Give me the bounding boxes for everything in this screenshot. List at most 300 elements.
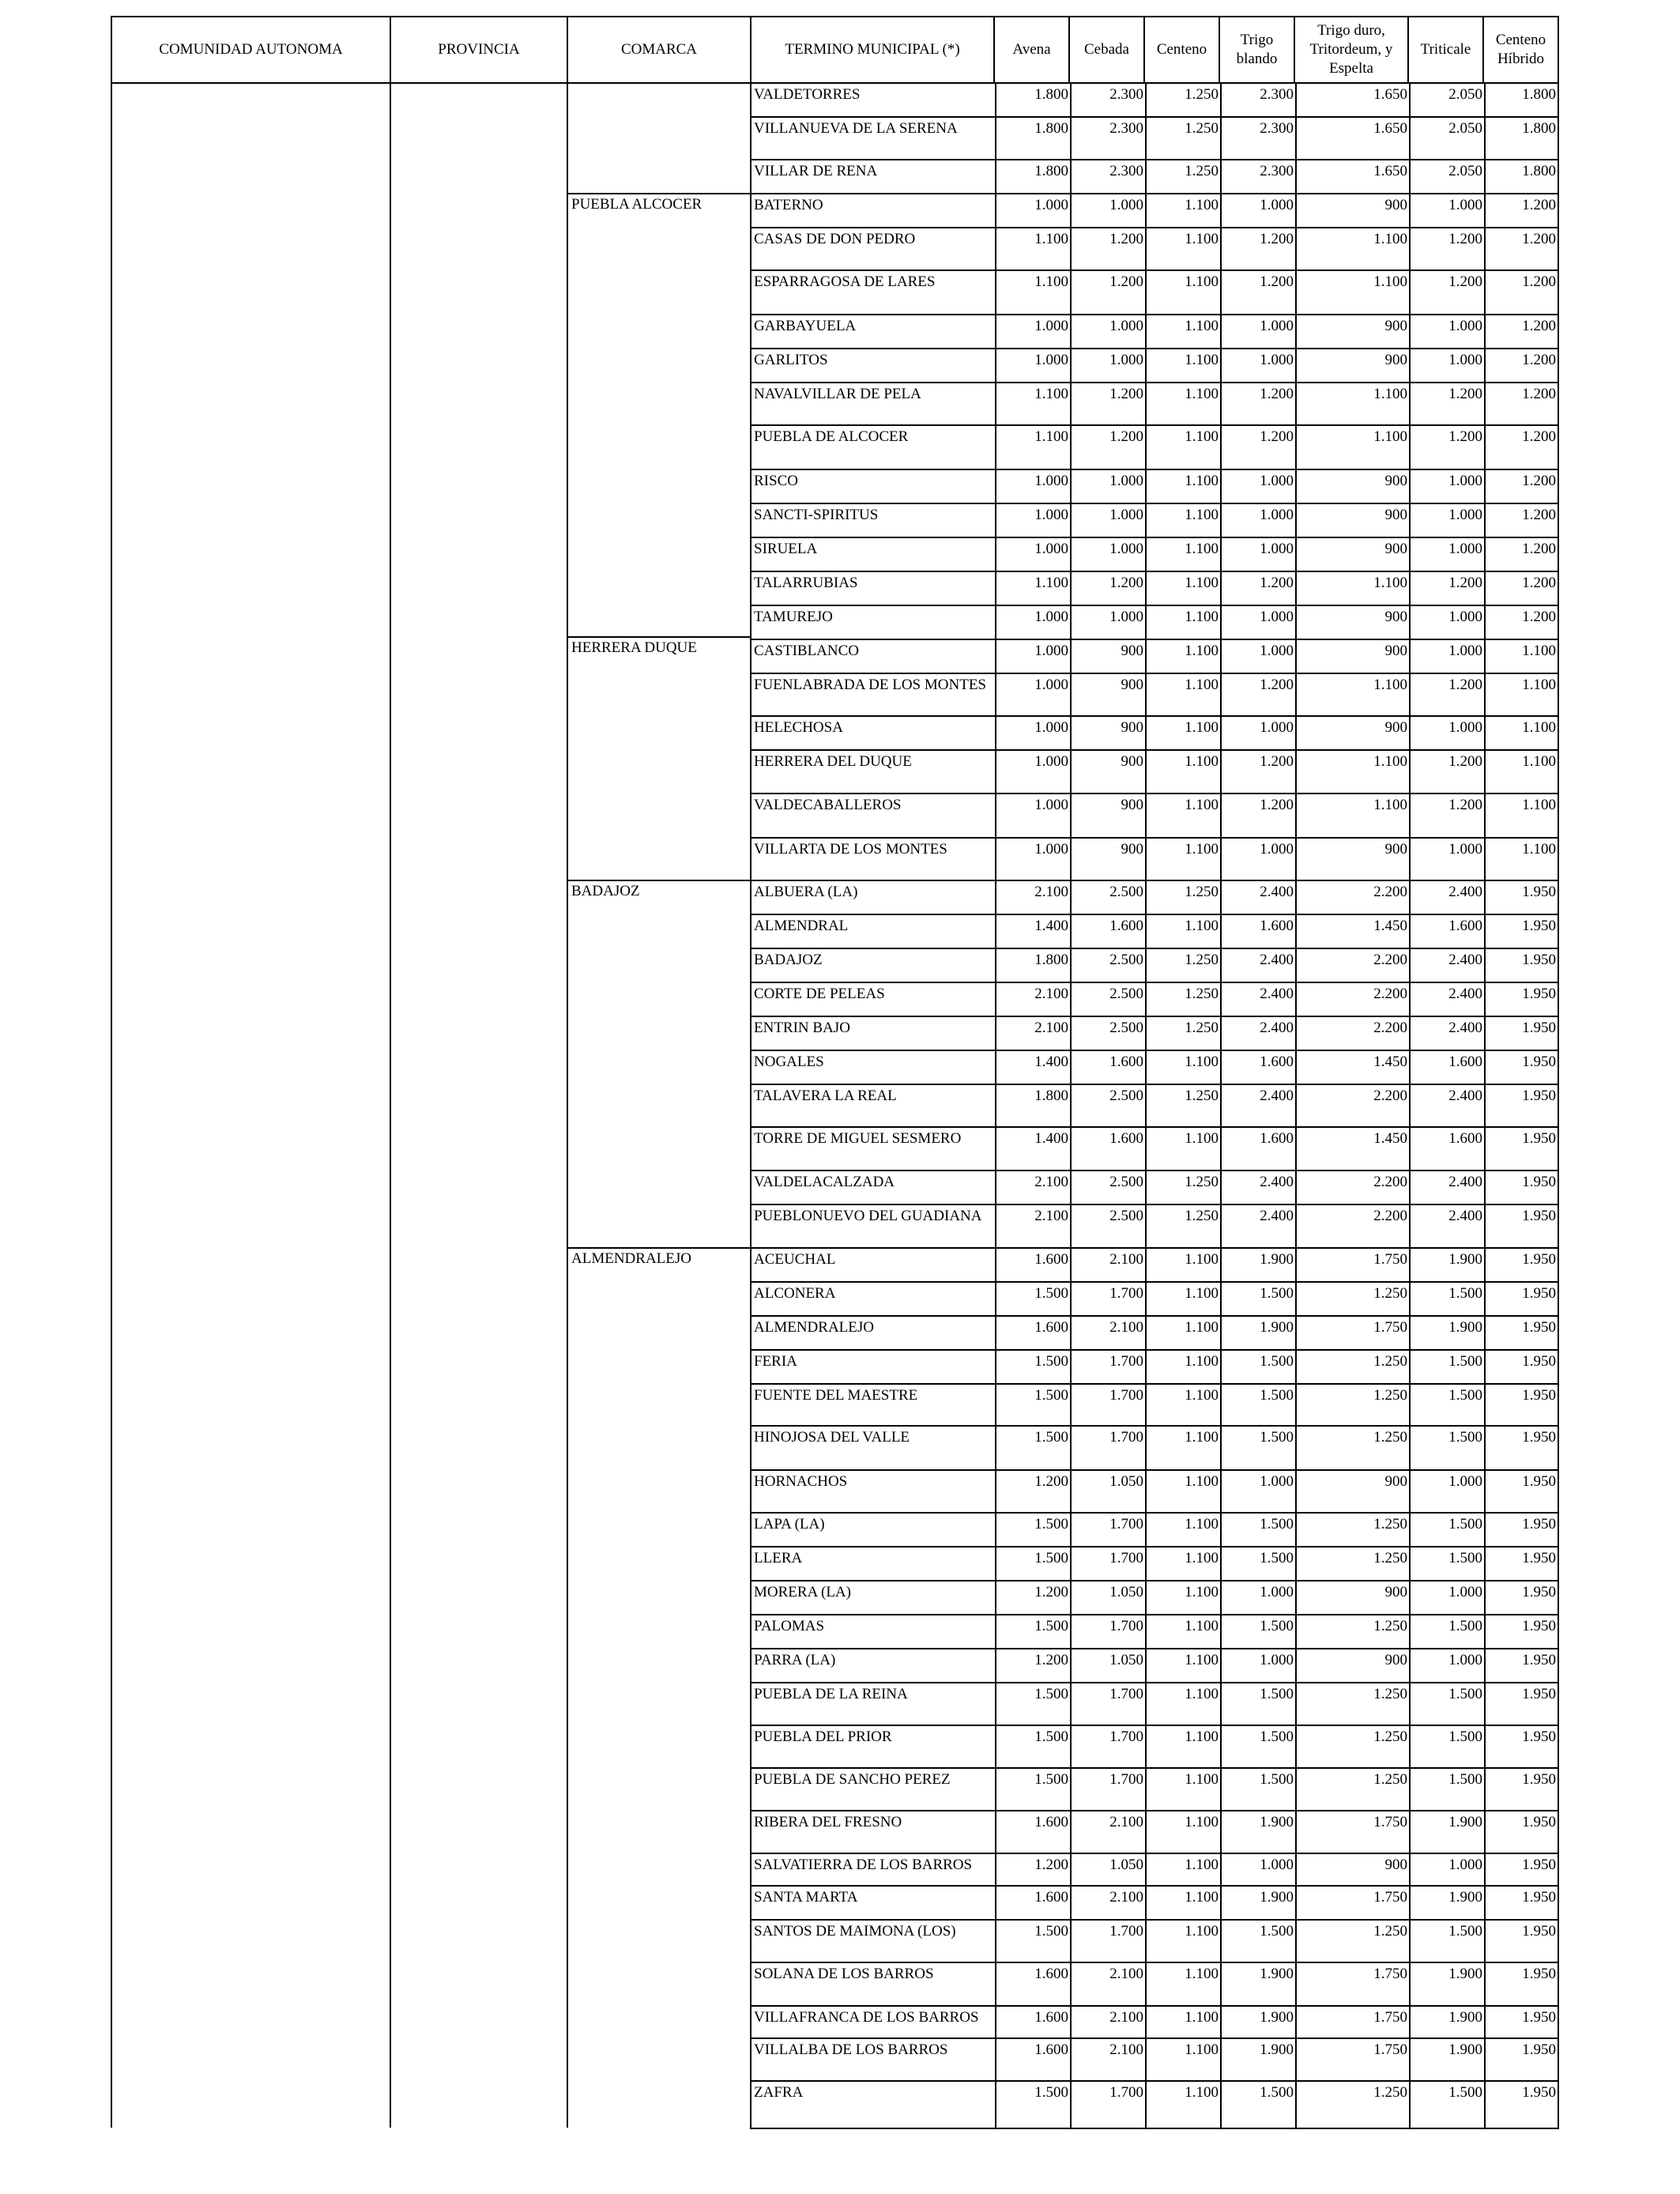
header-comarca [567,16,751,84]
column-separator [1295,837,1297,881]
value-trigo-blando: 1.000 [1260,1584,1294,1600]
value-centeno: 1.100 [1185,386,1219,402]
table-row [750,948,1559,983]
value-centeno-hibrido: 1.950 [1522,1020,1556,1036]
header-cebada [1068,16,1145,84]
value-trigo-blando: 2.400 [1260,1088,1294,1104]
column-separator [1295,1247,1297,1283]
municipality-name: GARBAYUELA [754,318,857,334]
column-separator [1484,159,1486,194]
value-cebada: 1.700 [1109,1923,1143,1940]
value-centeno: 1.100 [1185,677,1219,693]
value-avena: 1.600 [1034,1889,1068,1906]
table-row [750,571,1559,606]
column-separator [1145,503,1147,538]
column-separator [1409,715,1411,751]
column-separator [1070,1767,1072,1811]
column-separator [995,1126,996,1171]
value-centeno-hibrido: 1.950 [1522,1923,1556,1940]
column-separator [1220,2038,1222,2082]
value-triticale: 1.000 [1448,719,1482,736]
column-separator [1484,1682,1486,1726]
column-separator [1295,537,1297,572]
column-separator [1145,2038,1147,2082]
table-row [750,880,1559,915]
value-cebada: 900 [1121,719,1143,736]
value-cebada: 1.050 [1109,1857,1143,1873]
column-separator [1484,1050,1486,1085]
table-row [750,2038,1559,2082]
value-trigo-duro: 1.100 [1373,231,1407,247]
column-separator [1070,1853,1072,1887]
column-separator [1070,1349,1072,1385]
value-avena: 1.100 [1034,273,1068,290]
comarca-separator [567,880,751,881]
value-centeno: 1.100 [1185,197,1219,213]
header-centeno [1143,16,1220,84]
column-separator [1145,1050,1147,1085]
value-cebada: 1.050 [1109,1584,1143,1600]
column-separator [1295,793,1297,839]
column-separator [1484,1170,1486,1205]
value-trigo-duro: 1.250 [1373,1429,1407,1446]
value-triticale: 1.500 [1448,1353,1482,1370]
column-separator [1220,503,1222,538]
column-separator [1409,1580,1411,1615]
value-trigo-duro: 2.200 [1373,1208,1407,1224]
table-row [750,159,1559,194]
comarca-label-almendralejo: ALMENDRALEJO [571,1250,691,1267]
value-cebada: 1.700 [1109,1686,1143,1702]
column-separator [995,1016,996,1051]
value-centeno: 1.100 [1185,541,1219,557]
value-trigo-duro: 1.250 [1373,1285,1407,1302]
column-separator [1484,382,1486,426]
value-trigo-duro: 1.100 [1373,428,1407,445]
value-triticale: 1.000 [1448,507,1482,523]
column-separator [1295,1648,1297,1683]
value-avena: 1.800 [1034,163,1068,179]
column-separator [1484,1546,1486,1581]
column-separator [1484,1810,1486,1854]
column-separator [995,1050,996,1085]
value-trigo-duro: 900 [1384,719,1407,736]
column-separator [1484,1767,1486,1811]
column-separator [1409,348,1411,383]
value-trigo-blando: 1.600 [1260,1054,1294,1070]
municipality-name: SALVATIERRA DE LOS BARROS [754,1857,973,1873]
value-avena: 1.500 [1034,1923,1068,1940]
municipality-name: FUENTE DEL MAESTRE [754,1387,918,1404]
column-separator [1070,1962,1072,2007]
column-separator [1295,1383,1297,1427]
column-separator [995,1648,996,1683]
value-trigo-duro: 900 [1384,352,1407,368]
column-separator [1145,1885,1147,1921]
column-separator [1220,1885,1222,1921]
column-separator [1409,382,1411,426]
column-separator [1295,1469,1297,1514]
value-centeno: 1.100 [1185,428,1219,445]
column-separator [1220,1315,1222,1351]
column-separator [1409,1247,1411,1283]
value-triticale: 1.000 [1448,473,1482,489]
value-trigo-duro: 900 [1384,841,1407,858]
column-separator [995,605,996,640]
municipality-name: VALDETORRES [754,86,861,103]
column-separator [995,193,996,228]
table-row [750,227,1559,271]
value-triticale: 1.200 [1448,273,1482,290]
column-separator [995,1682,996,1726]
value-centeno-hibrido: 1.100 [1522,677,1556,693]
value-avena: 1.100 [1034,428,1068,445]
column-separator [995,1962,996,2007]
column-separator [995,1170,996,1205]
value-trigo-blando: 2.400 [1260,1174,1294,1190]
column-separator [1145,1170,1147,1205]
value-trigo-duro: 1.750 [1373,2041,1407,2058]
municipality-name: SOLANA DE LOS BARROS [754,1966,934,1982]
value-centeno-hibrido: 1.950 [1522,1857,1556,1873]
value-cebada: 2.100 [1109,2041,1143,2058]
column-separator [1070,673,1072,717]
column-separator [1070,503,1072,538]
value-trigo-blando: 1.000 [1260,841,1294,858]
column-separator [1484,948,1486,983]
value-centeno-hibrido: 1.950 [1522,884,1556,900]
value-centeno-hibrido: 1.950 [1522,1285,1556,1302]
value-trigo-blando: 1.900 [1260,2009,1294,2026]
column-separator [1409,2005,1411,2039]
column-separator [1145,1315,1147,1351]
value-avena: 2.100 [1034,1020,1068,1036]
column-separator [1145,1204,1147,1249]
value-avena: 1.100 [1034,386,1068,402]
header-triticale [1407,16,1484,84]
value-centeno: 1.100 [1185,1584,1219,1600]
value-trigo-duro: 2.200 [1373,952,1407,968]
value-trigo-blando: 2.300 [1260,86,1294,103]
column-separator [1145,982,1147,1017]
column-separator [995,382,996,426]
table-row [750,1962,1559,2007]
column-separator [1070,1050,1072,1085]
value-centeno: 1.100 [1185,1353,1219,1370]
value-trigo-duro: 900 [1384,1473,1407,1490]
column-separator [1295,948,1297,983]
column-separator [1484,837,1486,881]
value-centeno-hibrido: 1.950 [1522,2009,1556,2026]
municipality-name: PUEBLA DE ALCOCER [754,428,909,445]
value-triticale: 1.200 [1448,575,1482,591]
value-trigo-blando: 1.500 [1260,1353,1294,1370]
column-separator [1484,503,1486,538]
column-separator [1409,1614,1411,1649]
municipality-name: VILLAFRANCA DE LOS BARROS [754,2009,979,2026]
value-triticale: 1.200 [1448,428,1482,445]
value-trigo-blando: 1.200 [1260,428,1294,445]
value-trigo-duro: 1.250 [1373,1550,1407,1566]
value-trigo-blando: 1.500 [1260,1728,1294,1745]
value-trigo-duro: 1.250 [1373,1771,1407,1788]
value-avena: 1.800 [1034,86,1068,103]
value-trigo-blando: 2.300 [1260,120,1294,137]
value-centeno: 1.100 [1185,1319,1219,1336]
column-separator [1070,1682,1072,1726]
value-centeno-hibrido: 1.200 [1522,352,1556,368]
column-separator [1070,948,1072,983]
table-row [750,639,1559,674]
column-separator [1484,2005,1486,2039]
header-trigo-duro [1294,16,1409,84]
value-centeno-hibrido: 1.200 [1522,386,1556,402]
value-cebada: 1.000 [1109,352,1143,368]
value-triticale: 1.000 [1448,1584,1482,1600]
column-separator [1295,1050,1297,1085]
column-separator [1145,1919,1147,1963]
column-separator [1070,1281,1072,1317]
column-separator [1295,673,1297,717]
value-centeno: 1.100 [1185,1285,1219,1302]
column-separator [1409,914,1411,949]
column-separator [1070,1614,1072,1649]
value-avena: 1.000 [1034,677,1068,693]
value-cebada: 1.000 [1109,473,1143,489]
value-cebada: 1.200 [1109,575,1143,591]
column-separator [1409,793,1411,839]
column-separator [1220,1853,1222,1887]
value-centeno: 1.100 [1185,231,1219,247]
table-row [750,1919,1559,1963]
value-centeno-hibrido: 1.950 [1522,986,1556,1002]
column-separator [1070,1016,1072,1051]
value-centeno-hibrido: 1.950 [1522,952,1556,968]
value-trigo-duro: 1.450 [1373,1054,1407,1070]
value-trigo-blando: 1.500 [1260,2084,1294,2101]
column-separator [1145,1648,1147,1683]
value-centeno: 1.100 [1185,507,1219,523]
value-centeno-hibrido: 1.950 [1522,1319,1556,1336]
column-separator [1409,639,1411,674]
value-trigo-blando: 1.900 [1260,1889,1294,1906]
column-separator [1295,982,1297,1017]
column-separator [1220,837,1222,881]
column-separator [1220,1919,1222,1963]
value-cebada: 1.000 [1109,507,1143,523]
municipality-name: VILLANUEVA DE LA SERENA [754,120,958,137]
value-cebada: 2.300 [1109,86,1143,103]
municipality-name: ALBUERA (LA) [754,884,858,900]
value-centeno: 1.250 [1185,1020,1219,1036]
value-avena: 1.800 [1034,1088,1068,1104]
column-separator [1409,1204,1411,1249]
column-separator [1145,424,1147,470]
column-separator [1484,1469,1486,1514]
column-separator [1295,914,1297,949]
column-separator [1070,270,1072,315]
column-separator [1409,982,1411,1017]
column-separator [995,82,996,118]
value-triticale: 1.200 [1448,677,1482,693]
municipality-name: CORTE DE PELEAS [754,986,885,1002]
value-cebada: 1.700 [1109,1516,1143,1532]
column-separator [1145,82,1147,118]
value-cebada: 1.600 [1109,1130,1143,1147]
column-separator [1220,639,1222,674]
table-row [750,914,1559,949]
column-separator [1145,914,1147,949]
header-termino [750,16,995,84]
value-avena: 1.500 [1034,1387,1068,1404]
value-trigo-blando: 1.500 [1260,1387,1294,1404]
municipality-name: RISCO [754,473,798,489]
value-avena: 1.000 [1034,197,1068,213]
value-centeno: 1.100 [1185,719,1219,736]
value-trigo-duro: 1.250 [1373,1516,1407,1532]
municipality-name: CASAS DE DON PEDRO [754,231,916,247]
value-triticale: 2.400 [1448,952,1482,968]
municipality-name: HERRERA DEL DUQUE [754,753,912,770]
column-separator [1295,270,1297,315]
table-row [750,314,1559,349]
value-centeno-hibrido: 1.950 [1522,1728,1556,1745]
column-separator [1070,1315,1072,1351]
column-separator [1070,880,1072,915]
value-centeno: 1.100 [1185,1652,1219,1668]
column-separator [1220,424,1222,470]
column-separator [1145,1126,1147,1171]
value-trigo-duro: 900 [1384,473,1407,489]
column-separator [1484,1919,1486,1963]
municipality-name: HELECHOSA [754,719,843,736]
value-centeno: 1.100 [1185,1251,1219,1268]
column-separator [1145,1469,1147,1514]
value-centeno-hibrido: 1.950 [1522,2084,1556,2101]
municipality-name: ZAFRA [754,2084,804,2101]
column-separator [995,503,996,538]
column-separator [1220,1084,1222,1128]
header-comarca-label: COMARCA [620,41,698,58]
comarca-label-puebla-alcocer: PUEBLA ALCOCER [571,196,703,213]
value-triticale: 1.000 [1448,318,1482,334]
column-separator [1220,1767,1222,1811]
column-separator [995,1281,996,1317]
value-trigo-duro: 900 [1384,1584,1407,1600]
value-centeno: 1.100 [1185,1966,1219,1982]
value-centeno: 1.250 [1185,1208,1219,1224]
column-separator [1220,2005,1222,2039]
column-separator [1295,1512,1297,1547]
value-triticale: 1.900 [1448,2009,1482,2026]
value-triticale: 2.400 [1448,1020,1482,1036]
value-centeno: 1.100 [1185,1728,1219,1745]
value-triticale: 1.500 [1448,1618,1482,1634]
value-cebada: 900 [1121,753,1143,770]
column-separator [995,1469,996,1514]
value-triticale: 1.900 [1448,1966,1482,1982]
value-centeno: 1.100 [1185,1550,1219,1566]
value-cebada: 2.500 [1109,884,1143,900]
column-separator [1409,1546,1411,1581]
value-trigo-duro: 900 [1384,507,1407,523]
value-trigo-duro: 900 [1384,197,1407,213]
column-separator [995,2005,996,2039]
column-separator [1484,1885,1486,1921]
column-separator [1409,1281,1411,1317]
table-row [750,1546,1559,1581]
column-separator [1484,469,1486,504]
column-separator [1145,1682,1147,1726]
column-separator [1409,948,1411,983]
value-triticale: 1.500 [1448,1550,1482,1566]
value-triticale: 1.000 [1448,541,1482,557]
value-centeno-hibrido: 1.950 [1522,1550,1556,1566]
table-row [750,1648,1559,1683]
column-separator [1484,793,1486,839]
column-separator [1220,1425,1222,1471]
value-centeno: 1.250 [1185,884,1219,900]
value-trigo-duro: 1.250 [1373,2084,1407,2101]
municipality-name: FERIA [754,1353,797,1370]
value-centeno-hibrido: 1.200 [1522,575,1556,591]
column-separator [1409,1315,1411,1351]
column-separator [1295,503,1297,538]
column-separator [1409,1853,1411,1887]
value-trigo-blando: 1.600 [1260,918,1294,934]
value-avena: 1.500 [1034,2084,1068,2101]
value-triticale: 1.000 [1448,1652,1482,1668]
value-centeno-hibrido: 1.100 [1522,753,1556,770]
header-comunidad [111,16,391,84]
value-centeno: 1.250 [1185,952,1219,968]
column-separator [1220,1512,1222,1547]
value-avena: 1.500 [1034,1516,1068,1532]
column-separator [1070,382,1072,426]
value-centeno-hibrido: 1.950 [1522,1584,1556,1600]
column-separator [1220,605,1222,640]
value-trigo-duro: 1.100 [1373,677,1407,693]
column-separator [1484,314,1486,349]
value-triticale: 1.500 [1448,1686,1482,1702]
column-separator [1484,715,1486,751]
municipality-name: ACEUCHAL [754,1251,836,1268]
column-separator [1145,270,1147,315]
column-separator [1070,1512,1072,1547]
value-centeno: 1.100 [1185,918,1219,934]
table-row [750,1281,1559,1317]
value-cebada: 1.700 [1109,1771,1143,1788]
value-triticale: 1.200 [1448,753,1482,770]
value-avena: 1.000 [1034,753,1068,770]
column-separator [1295,1919,1297,1963]
value-avena: 1.600 [1034,1319,1068,1336]
column-separator [1295,193,1297,228]
column-separator [1220,982,1222,1017]
column-separator [1145,639,1147,674]
value-centeno: 1.100 [1185,1130,1219,1147]
column-separator [1295,639,1297,674]
municipality-name: RIBERA DEL FRESNO [754,1814,902,1830]
value-triticale: 1.900 [1448,1814,1482,1830]
column-separator [1220,1016,1222,1051]
value-avena: 2.100 [1034,1208,1068,1224]
column-separator [1295,469,1297,504]
municipality-name: NOGALES [754,1054,824,1070]
value-centeno: 1.250 [1185,120,1219,137]
value-trigo-blando: 1.000 [1260,1652,1294,1668]
table-row [750,1682,1559,1726]
